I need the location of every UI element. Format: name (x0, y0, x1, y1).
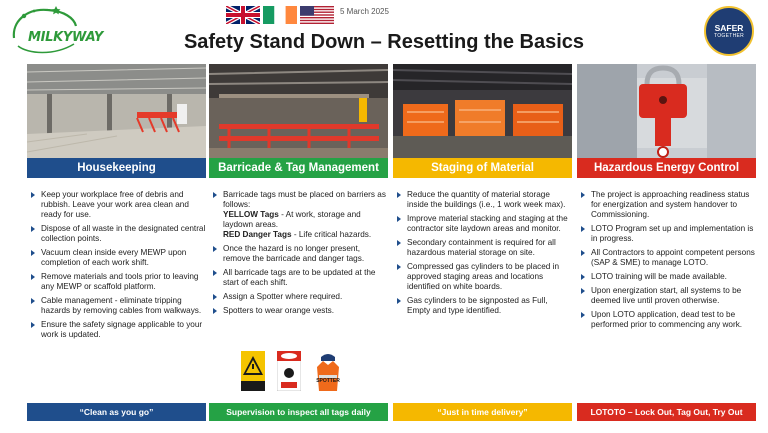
staging-footer: “Just in time delivery” (393, 403, 572, 421)
list-item: All Contractors to appoint competent persons (SAP & SME) to manage LOTO. (577, 248, 756, 268)
yellow-tag-text: - At work, storage and laydown areas. (223, 210, 361, 229)
list-item: Improve material stacking and staging at the contractor site laydown areas and monitor. (393, 214, 572, 234)
date-label: 5 March 2025 (340, 7, 389, 16)
list-item: The project is approaching readiness status for energization and system handover to Commissioning. (577, 190, 756, 220)
spotter-vest-icon (313, 351, 343, 391)
list-item: Reduce the quantity of material storage inside the buildings (i.e., 1 work week max). (393, 190, 572, 210)
spotter-label: SPOTTER (316, 378, 340, 384)
badge-line1: SAFER (714, 22, 744, 33)
list-item: Remove materials and tools prior to leaving any MEWP or scaffold platform. (27, 272, 206, 292)
list-item: Dispose of all waste in the designated central collection points. (27, 224, 206, 244)
red-tag-text: - Life critical hazards. (291, 230, 372, 239)
loto-photo (577, 64, 756, 158)
list-item: Assign a Spotter where required. (209, 292, 388, 302)
list-item: Once the hazard is no longer present, remove the barricade and danger tags. (209, 244, 388, 264)
energy-list (577, 190, 756, 334)
list-item: Secondary containment is required for all hazardous material storage on site. (393, 238, 572, 258)
list-item: Cable management - eliminate tripping hazards by removing cables from walkways. (27, 296, 206, 316)
list-item: Upon energization start, all systems to be deemed live until proven otherwise. (577, 286, 756, 306)
barricade-column (209, 64, 388, 424)
energy-column (577, 64, 756, 424)
safer-together-badge (704, 6, 754, 56)
staging-heading: Staging of Material (393, 158, 572, 178)
housekeeping-list (27, 190, 206, 344)
yellow-warning-tag-icon (241, 351, 265, 391)
energy-heading: Hazardous Energy Control (577, 158, 756, 178)
usa-flag-icon[interactable] (300, 6, 334, 24)
housekeeping-heading: Housekeeping (27, 158, 206, 178)
language-flags (226, 6, 334, 24)
red-tag-label: RED Danger Tags (223, 230, 292, 239)
barricade-footer: Supervision to inspect all tags daily (209, 403, 388, 421)
housekeeping-photo (27, 64, 206, 158)
housekeeping-column (27, 64, 206, 424)
list-item: Ensure the safety signage applicable to your work is updated. (27, 320, 206, 340)
list-item: Vacuum clean inside every MEWP upon completion of each work shift. (27, 248, 206, 268)
barricade-intro: Barricade tags must be placed on barriers as follows: (223, 190, 386, 209)
ireland-flag-icon[interactable] (263, 6, 297, 24)
staging-list (393, 190, 572, 320)
badge-line2: TOGETHER (713, 32, 745, 39)
housekeeping-footer: “Clean as you go” (27, 403, 206, 421)
list-item: Spotters to wear orange vests. (209, 306, 388, 316)
list-item: Keep your workplace free of debris and rubbish. Leave your work area clean and ready for use. (27, 190, 206, 220)
staging-photo (393, 64, 572, 158)
barricade-heading: Barricade & Tag Management (209, 158, 388, 178)
list-item: Gas cylinders to be signposted as Full, Empty and type identified. (393, 296, 572, 316)
list-item: LOTO training will be made available. (577, 272, 756, 282)
page-title: Safety Stand Down – Resetting the Basics (183, 31, 585, 53)
red-danger-tag-icon (277, 351, 301, 391)
barricade-list (209, 190, 388, 320)
barricade-photo (209, 64, 388, 158)
yellow-tag-label: YELLOW Tags (223, 210, 279, 219)
list-item (209, 190, 388, 240)
logo-text: MILKYWAY (28, 30, 104, 45)
list-item: Compressed gas cylinders to be placed in approved staging areas and locations identified on white boards. (393, 262, 572, 292)
list-item: LOTO Program set up and implementation is in progress. (577, 224, 756, 244)
list-item: Upon LOTO application, dead test to be performed prior to commencing any work. (577, 310, 756, 330)
tag-images (241, 351, 343, 391)
uk-flag-icon[interactable] (226, 6, 260, 24)
list-item: All barricade tags are to be updated at the start of each shift. (209, 268, 388, 288)
energy-footer: LOTOTO – Lock Out, Tag Out, Try Out (577, 403, 756, 421)
staging-column (393, 64, 572, 424)
